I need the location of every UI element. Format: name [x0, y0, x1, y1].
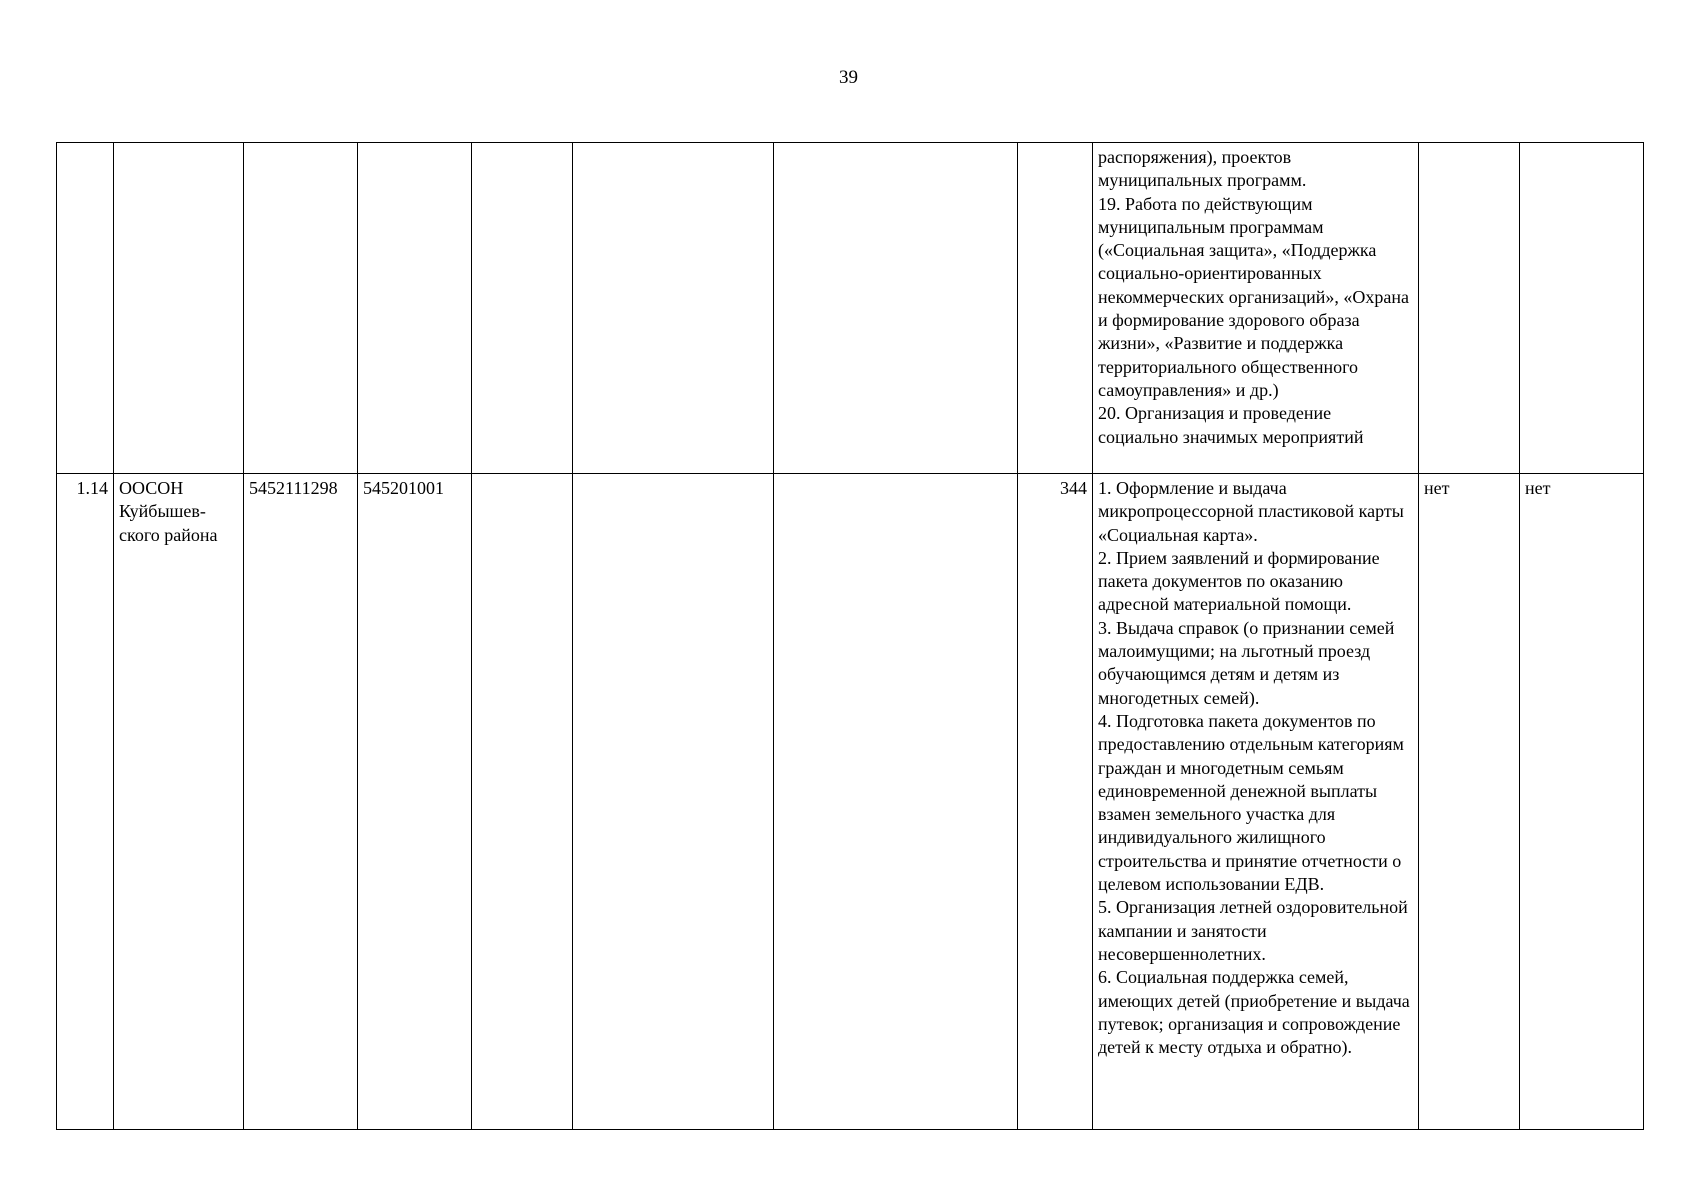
- empty-cell: [774, 474, 1018, 1130]
- service-item: 19. Работа по действующим муниципальным программам («Социальная защита», «Поддержка социально-ориентированных некоммерческих организаций», «Охрана и формирование здорового образа жизни», «Развитие и поддержка территориального общественного самоуправления» и др.): [1098, 193, 1410, 400]
- empty-cell: [774, 143, 1018, 474]
- registry-table: [56, 142, 1644, 1130]
- empty-cell: [472, 474, 573, 1130]
- count-cell: [1018, 143, 1093, 474]
- kpp-cell: 545201001: [358, 474, 472, 1130]
- kpp-cell: [358, 143, 472, 474]
- row-number-cell: [57, 143, 114, 474]
- table-row: [57, 143, 1644, 474]
- count-cell: 344: [1018, 474, 1093, 1130]
- organization-name-cell: ООСОН Куйбышев-ского района: [114, 474, 244, 1130]
- flag-cell: [1419, 143, 1520, 474]
- service-item: 1. Оформление и выдача микропроцессорной пластиковой карты «Социальная карта».: [1098, 478, 1404, 545]
- inn-cell: [244, 143, 358, 474]
- services-cell: [1093, 474, 1419, 1130]
- empty-cell: [573, 474, 774, 1130]
- row-number-cell: 1.14: [57, 474, 114, 1130]
- inn-cell: 5452111298: [244, 474, 358, 1130]
- flag-cell: нет: [1419, 474, 1520, 1130]
- flag-cell: [1520, 143, 1644, 474]
- service-item: 5. Организация летней оздоровительной кампании и занятости несовершеннолетних.: [1098, 897, 1408, 964]
- empty-cell: [472, 143, 573, 474]
- service-item: распоряжения), проектов муниципальных программ.: [1098, 147, 1307, 191]
- services-cell: [1093, 143, 1419, 474]
- service-item: 2. Прием заявлений и формирование пакета документов по оказанию адресной материальной помощи.: [1098, 547, 1380, 615]
- page-number: 39: [839, 67, 858, 88]
- empty-cell: [573, 143, 774, 474]
- service-item: 20. Организация и проведение социально значимых мероприятий: [1098, 403, 1364, 447]
- service-item: 6. Социальная поддержка семей, имеющих детей (приобретение и выдача путевок; организация и сопровождение детей к месту отдыха и обратно).: [1098, 967, 1410, 1058]
- service-item: 4. Подготовка пакета документов по предоставлению отдельным категориям граждан и многодетным семьям единовременной денежной выплаты взамен земельного участка для индивидуального жилищного строительства и принятие отчетности о целевом использовании ЕДВ.: [1098, 710, 1404, 895]
- service-item: 3. Выдача справок (о признании семей малоимущими; на льготный проезд обучающимся детям и детям из многодетных семей).: [1098, 617, 1395, 708]
- table-row: [57, 474, 1644, 1130]
- flag-cell: нет: [1520, 474, 1644, 1130]
- organization-name-cell: [114, 143, 244, 474]
